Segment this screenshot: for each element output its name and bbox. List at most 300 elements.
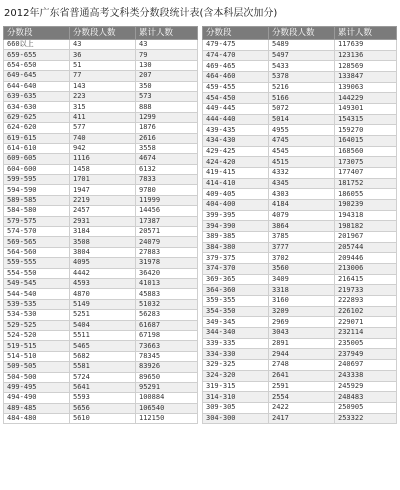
cell-cumulative-count: 41013	[136, 278, 198, 288]
table-row	[4, 102, 198, 112]
table-row	[203, 146, 397, 157]
table-row	[4, 258, 198, 268]
cell-cumulative-count: 209446	[335, 253, 397, 264]
table-row	[203, 317, 397, 328]
cell-cumulative-count: 117639	[335, 40, 397, 51]
cell-segment-count: 77	[70, 71, 136, 81]
cell-score-range: 344-340	[203, 328, 269, 339]
cell-cumulative-count: 177407	[335, 168, 397, 179]
cell-segment-count: 51	[70, 60, 136, 70]
cell-cumulative-count: 198182	[335, 221, 397, 232]
cell-cumulative-count: 78345	[136, 351, 198, 361]
cell-cumulative-count: 6132	[136, 164, 198, 174]
table-row	[203, 157, 397, 168]
cell-cumulative-count: 45883	[136, 289, 198, 299]
table-row	[4, 268, 198, 278]
table-row	[4, 185, 198, 195]
cell-segment-count: 3043	[269, 328, 335, 339]
cell-segment-count: 4442	[70, 268, 136, 278]
cell-score-range: 574-570	[4, 227, 70, 237]
cell-cumulative-count: 222893	[335, 296, 397, 307]
table-row	[203, 296, 397, 307]
cell-segment-count: 4515	[269, 157, 335, 168]
cell-score-range: 629-625	[4, 112, 70, 122]
cell-score-range: 424-420	[203, 157, 269, 168]
table-row	[203, 168, 397, 179]
cell-cumulative-count: 2616	[136, 133, 198, 143]
cell-segment-count: 5149	[70, 299, 136, 309]
cell-score-range: 604-600	[4, 164, 70, 174]
cell-score-range: 504-500	[4, 372, 70, 382]
cell-score-range: 474-470	[203, 50, 269, 61]
table-row	[4, 60, 198, 70]
cell-cumulative-count: 106540	[136, 403, 198, 413]
cell-score-range: 464-460	[203, 72, 269, 83]
cell-score-range: 304-300	[203, 413, 269, 424]
cell-cumulative-count: 194318	[335, 210, 397, 221]
page-title: 2012年广东省普通高考文科类分数段统计表(含本科层次加分)	[4, 8, 278, 19]
table-row	[4, 71, 198, 81]
table-row	[4, 40, 198, 50]
cell-segment-count: 5641	[70, 382, 136, 392]
cell-segment-count: 5511	[70, 330, 136, 340]
cell-cumulative-count: 149301	[335, 104, 397, 115]
cell-cumulative-count: 235005	[335, 338, 397, 349]
cell-cumulative-count: 73663	[136, 341, 198, 351]
table-row	[4, 112, 198, 122]
table-header-row	[4, 27, 198, 40]
table-row	[4, 91, 198, 101]
cell-segment-count: 2891	[269, 338, 335, 349]
table-row	[4, 50, 198, 60]
cell-cumulative-count: 83926	[136, 362, 198, 372]
header-cumulative-count: 累计人数	[335, 27, 397, 40]
cell-score-range: 349-345	[203, 317, 269, 328]
table-row	[203, 413, 397, 424]
cell-cumulative-count: 245929	[335, 381, 397, 392]
cell-score-range: 384-380	[203, 242, 269, 253]
cell-segment-count: 3785	[269, 232, 335, 243]
cell-segment-count: 3209	[269, 306, 335, 317]
cell-cumulative-count: 243338	[335, 370, 397, 381]
cell-cumulative-count: 240697	[335, 360, 397, 371]
cell-segment-count: 5251	[70, 310, 136, 320]
cell-score-range: 394-390	[203, 221, 269, 232]
header-score-range: 分数段	[4, 27, 70, 40]
cell-segment-count: 3560	[269, 264, 335, 275]
cell-score-range: 519-515	[4, 341, 70, 351]
cell-cumulative-count: 9780	[136, 185, 198, 195]
table-header-row	[203, 27, 397, 40]
cell-score-range: 659-655	[4, 50, 70, 60]
score-table-left	[3, 26, 198, 424]
cell-segment-count: 3508	[70, 237, 136, 247]
cell-segment-count: 315	[70, 102, 136, 112]
table-row	[203, 210, 397, 221]
cell-score-range: 534-530	[4, 310, 70, 320]
table-row	[203, 253, 397, 264]
table-row	[4, 123, 198, 133]
table-row	[4, 247, 198, 257]
cell-cumulative-count: 51032	[136, 299, 198, 309]
cell-score-range: 654-650	[4, 60, 70, 70]
table-row	[203, 189, 397, 200]
cell-score-range: 354-350	[203, 306, 269, 317]
cell-score-range: 660以上	[4, 40, 70, 50]
table-row	[203, 306, 397, 317]
cell-segment-count: 5610	[70, 414, 136, 424]
cell-segment-count: 5166	[269, 93, 335, 104]
table-row	[4, 393, 198, 403]
header-score-range: 分数段	[203, 27, 269, 40]
table-row	[4, 289, 198, 299]
table-row	[203, 285, 397, 296]
cell-segment-count: 5489	[269, 40, 335, 51]
cell-cumulative-count: 154315	[335, 114, 397, 125]
header-cumulative-count: 累计人数	[136, 27, 198, 40]
cell-score-range: 314-310	[203, 392, 269, 403]
cell-score-range: 549-545	[4, 278, 70, 288]
table-row	[4, 382, 198, 392]
cell-score-range: 564-560	[4, 247, 70, 257]
table-row	[203, 200, 397, 211]
cell-segment-count: 5072	[269, 104, 335, 115]
score-table-right	[202, 26, 397, 424]
cell-cumulative-count: 31978	[136, 258, 198, 268]
table-row	[4, 414, 198, 424]
table-row	[203, 370, 397, 381]
cell-segment-count: 5724	[70, 372, 136, 382]
table-row	[4, 81, 198, 91]
cell-score-range: 539-535	[4, 299, 70, 309]
cell-score-range: 649-645	[4, 71, 70, 81]
table-row	[4, 403, 198, 413]
cell-segment-count: 2219	[70, 195, 136, 205]
cell-segment-count: 2748	[269, 360, 335, 371]
table-row	[203, 114, 397, 125]
cell-segment-count: 4870	[70, 289, 136, 299]
cell-score-range: 379-375	[203, 253, 269, 264]
cell-score-range: 524-520	[4, 330, 70, 340]
cell-cumulative-count: 112150	[136, 414, 198, 424]
cell-cumulative-count: 190239	[335, 200, 397, 211]
tables-container	[3, 26, 397, 424]
cell-segment-count: 223	[70, 91, 136, 101]
header-segment-count: 分数段人数	[269, 27, 335, 40]
cell-cumulative-count: 123136	[335, 50, 397, 61]
cell-segment-count: 942	[70, 143, 136, 153]
table-row	[4, 206, 198, 216]
table-row	[203, 82, 397, 93]
cell-score-range: 364-360	[203, 285, 269, 296]
cell-score-range: 459-455	[203, 82, 269, 93]
cell-score-range: 559-555	[4, 258, 70, 268]
table-row	[4, 164, 198, 174]
cell-score-range: 334-330	[203, 349, 269, 360]
cell-cumulative-count: 24079	[136, 237, 198, 247]
cell-cumulative-count: 89650	[136, 372, 198, 382]
table-row	[203, 125, 397, 136]
cell-segment-count: 4184	[269, 200, 335, 211]
cell-cumulative-count: 248483	[335, 392, 397, 403]
table-row	[203, 381, 397, 392]
cell-cumulative-count: 14456	[136, 206, 198, 216]
table-row	[4, 216, 198, 226]
cell-score-range: 449-445	[203, 104, 269, 115]
cell-cumulative-count: 229071	[335, 317, 397, 328]
table-row	[4, 372, 198, 382]
table-row	[203, 264, 397, 275]
cell-score-range: 404-400	[203, 200, 269, 211]
table-row	[4, 133, 198, 143]
cell-score-range: 494-490	[4, 393, 70, 403]
cell-segment-count: 2457	[70, 206, 136, 216]
cell-score-range: 509-505	[4, 362, 70, 372]
cell-score-range: 324-320	[203, 370, 269, 381]
cell-segment-count: 143	[70, 81, 136, 91]
cell-segment-count: 5593	[70, 393, 136, 403]
cell-score-range: 594-590	[4, 185, 70, 195]
cell-segment-count: 1701	[70, 175, 136, 185]
cell-cumulative-count: 207	[136, 71, 198, 81]
cell-cumulative-count: 201967	[335, 232, 397, 243]
cell-segment-count: 3864	[269, 221, 335, 232]
table-row	[203, 338, 397, 349]
cell-segment-count: 5404	[70, 320, 136, 330]
cell-cumulative-count: 7833	[136, 175, 198, 185]
cell-cumulative-count: 226102	[335, 306, 397, 317]
table-row	[4, 278, 198, 288]
cell-score-range: 419-415	[203, 168, 269, 179]
cell-score-range: 579-575	[4, 216, 70, 226]
table-row	[203, 221, 397, 232]
cell-cumulative-count: 133847	[335, 72, 397, 83]
cell-segment-count: 4079	[269, 210, 335, 221]
cell-segment-count: 3184	[70, 227, 136, 237]
cell-segment-count: 4745	[269, 136, 335, 147]
cell-cumulative-count: 11999	[136, 195, 198, 205]
cell-score-range: 359-355	[203, 296, 269, 307]
cell-cumulative-count: 56283	[136, 310, 198, 320]
cell-cumulative-count: 130	[136, 60, 198, 70]
cell-score-range: 609-605	[4, 154, 70, 164]
cell-score-range: 319-315	[203, 381, 269, 392]
cell-cumulative-count: 43	[136, 40, 198, 50]
cell-cumulative-count: 250905	[335, 402, 397, 413]
cell-score-range: 569-565	[4, 237, 70, 247]
cell-score-range: 479-475	[203, 40, 269, 51]
table-row	[203, 328, 397, 339]
table-row	[203, 50, 397, 61]
cell-cumulative-count: 144229	[335, 93, 397, 104]
cell-segment-count: 2641	[269, 370, 335, 381]
cell-segment-count: 2591	[269, 381, 335, 392]
cell-score-range: 544-540	[4, 289, 70, 299]
cell-segment-count: 4345	[269, 178, 335, 189]
table-row	[4, 320, 198, 330]
cell-score-range: 614-610	[4, 143, 70, 153]
cell-score-range: 554-550	[4, 268, 70, 278]
cell-segment-count: 411	[70, 112, 136, 122]
cell-score-range: 414-410	[203, 178, 269, 189]
cell-score-range: 599-595	[4, 175, 70, 185]
cell-score-range: 469-465	[203, 61, 269, 72]
table-row	[203, 402, 397, 413]
cell-cumulative-count: 139063	[335, 82, 397, 93]
cell-score-range: 339-335	[203, 338, 269, 349]
cell-score-range: 429-425	[203, 146, 269, 157]
table-row	[203, 93, 397, 104]
cell-segment-count: 577	[70, 123, 136, 133]
table-row	[4, 237, 198, 247]
cell-cumulative-count: 164015	[335, 136, 397, 147]
cell-score-range: 439-435	[203, 125, 269, 136]
cell-cumulative-count: 27883	[136, 247, 198, 257]
cell-cumulative-count: 159270	[335, 125, 397, 136]
header-segment-count: 分数段人数	[70, 27, 136, 40]
score-table-left-body	[4, 40, 198, 424]
table-row	[4, 351, 198, 361]
table-row	[4, 330, 198, 340]
cell-segment-count: 1116	[70, 154, 136, 164]
table-row	[4, 143, 198, 153]
cell-score-range: 434-430	[203, 136, 269, 147]
cell-segment-count: 5497	[269, 50, 335, 61]
cell-cumulative-count: 237949	[335, 349, 397, 360]
cell-score-range: 444-440	[203, 114, 269, 125]
table-row	[4, 341, 198, 351]
cell-score-range: 309-305	[203, 402, 269, 413]
table-row	[203, 61, 397, 72]
cell-score-range: 369-365	[203, 274, 269, 285]
table-row	[203, 136, 397, 147]
cell-cumulative-count: 1876	[136, 123, 198, 133]
cell-cumulative-count: 173075	[335, 157, 397, 168]
cell-segment-count: 5581	[70, 362, 136, 372]
cell-cumulative-count: 181752	[335, 178, 397, 189]
cell-segment-count: 2417	[269, 413, 335, 424]
table-row	[203, 232, 397, 243]
cell-segment-count: 3318	[269, 285, 335, 296]
cell-segment-count: 5682	[70, 351, 136, 361]
table-row	[203, 242, 397, 253]
cell-cumulative-count: 36420	[136, 268, 198, 278]
score-table-right-body	[203, 40, 397, 424]
cell-score-range: 514-510	[4, 351, 70, 361]
cell-score-range: 374-370	[203, 264, 269, 275]
cell-segment-count: 3804	[70, 247, 136, 257]
cell-segment-count: 3702	[269, 253, 335, 264]
table-row	[4, 227, 198, 237]
table-row	[203, 360, 397, 371]
cell-segment-count: 4332	[269, 168, 335, 179]
cell-score-range: 484-480	[4, 414, 70, 424]
table-row	[203, 274, 397, 285]
cell-segment-count: 3777	[269, 242, 335, 253]
cell-segment-count: 5465	[70, 341, 136, 351]
table-row	[4, 195, 198, 205]
cell-cumulative-count: 888	[136, 102, 198, 112]
cell-cumulative-count: 253322	[335, 413, 397, 424]
table-row	[4, 154, 198, 164]
cell-cumulative-count: 61687	[136, 320, 198, 330]
cell-score-range: 644-640	[4, 81, 70, 91]
cell-score-range: 634-630	[4, 102, 70, 112]
cell-cumulative-count: 168560	[335, 146, 397, 157]
cell-cumulative-count: 186055	[335, 189, 397, 200]
cell-score-range: 499-495	[4, 382, 70, 392]
cell-segment-count: 43	[70, 40, 136, 50]
cell-segment-count: 4545	[269, 146, 335, 157]
table-row	[203, 392, 397, 403]
table-row	[4, 362, 198, 372]
cell-score-range: 329-325	[203, 360, 269, 371]
cell-cumulative-count: 128569	[335, 61, 397, 72]
cell-segment-count: 2944	[269, 349, 335, 360]
cell-segment-count: 5433	[269, 61, 335, 72]
cell-cumulative-count: 3558	[136, 143, 198, 153]
cell-cumulative-count: 213006	[335, 264, 397, 275]
cell-segment-count: 4095	[70, 258, 136, 268]
cell-cumulative-count: 79	[136, 50, 198, 60]
table-row	[203, 40, 397, 51]
cell-cumulative-count: 573	[136, 91, 198, 101]
cell-cumulative-count: 350	[136, 81, 198, 91]
cell-cumulative-count: 100884	[136, 393, 198, 403]
cell-score-range: 624-620	[4, 123, 70, 133]
cell-cumulative-count: 219733	[335, 285, 397, 296]
cell-cumulative-count: 20571	[136, 227, 198, 237]
cell-cumulative-count: 232114	[335, 328, 397, 339]
cell-segment-count: 36	[70, 50, 136, 60]
cell-score-range: 454-450	[203, 93, 269, 104]
cell-segment-count: 3409	[269, 274, 335, 285]
cell-cumulative-count: 95291	[136, 382, 198, 392]
cell-segment-count: 5014	[269, 114, 335, 125]
cell-score-range: 584-580	[4, 206, 70, 216]
cell-score-range: 389-385	[203, 232, 269, 243]
table-row	[203, 72, 397, 83]
cell-segment-count: 5216	[269, 82, 335, 93]
cell-score-range: 529-525	[4, 320, 70, 330]
cell-cumulative-count: 4674	[136, 154, 198, 164]
cell-cumulative-count: 1299	[136, 112, 198, 122]
cell-segment-count: 4955	[269, 125, 335, 136]
table-row	[4, 175, 198, 185]
table-row	[203, 104, 397, 115]
cell-segment-count: 740	[70, 133, 136, 143]
cell-segment-count: 2554	[269, 392, 335, 403]
cell-cumulative-count: 216415	[335, 274, 397, 285]
cell-cumulative-count: 67198	[136, 330, 198, 340]
cell-cumulative-count: 205744	[335, 242, 397, 253]
table-row	[203, 178, 397, 189]
cell-score-range: 639-635	[4, 91, 70, 101]
cell-cumulative-count: 17387	[136, 216, 198, 226]
cell-score-range: 409-405	[203, 189, 269, 200]
cell-score-range: 399-395	[203, 210, 269, 221]
cell-segment-count: 5656	[70, 403, 136, 413]
table-row	[4, 310, 198, 320]
table-row	[203, 349, 397, 360]
cell-segment-count: 3160	[269, 296, 335, 307]
cell-segment-count: 4593	[70, 278, 136, 288]
cell-score-range: 619-615	[4, 133, 70, 143]
cell-segment-count: 2422	[269, 402, 335, 413]
cell-segment-count: 5378	[269, 72, 335, 83]
cell-score-range: 589-585	[4, 195, 70, 205]
table-row	[4, 299, 198, 309]
